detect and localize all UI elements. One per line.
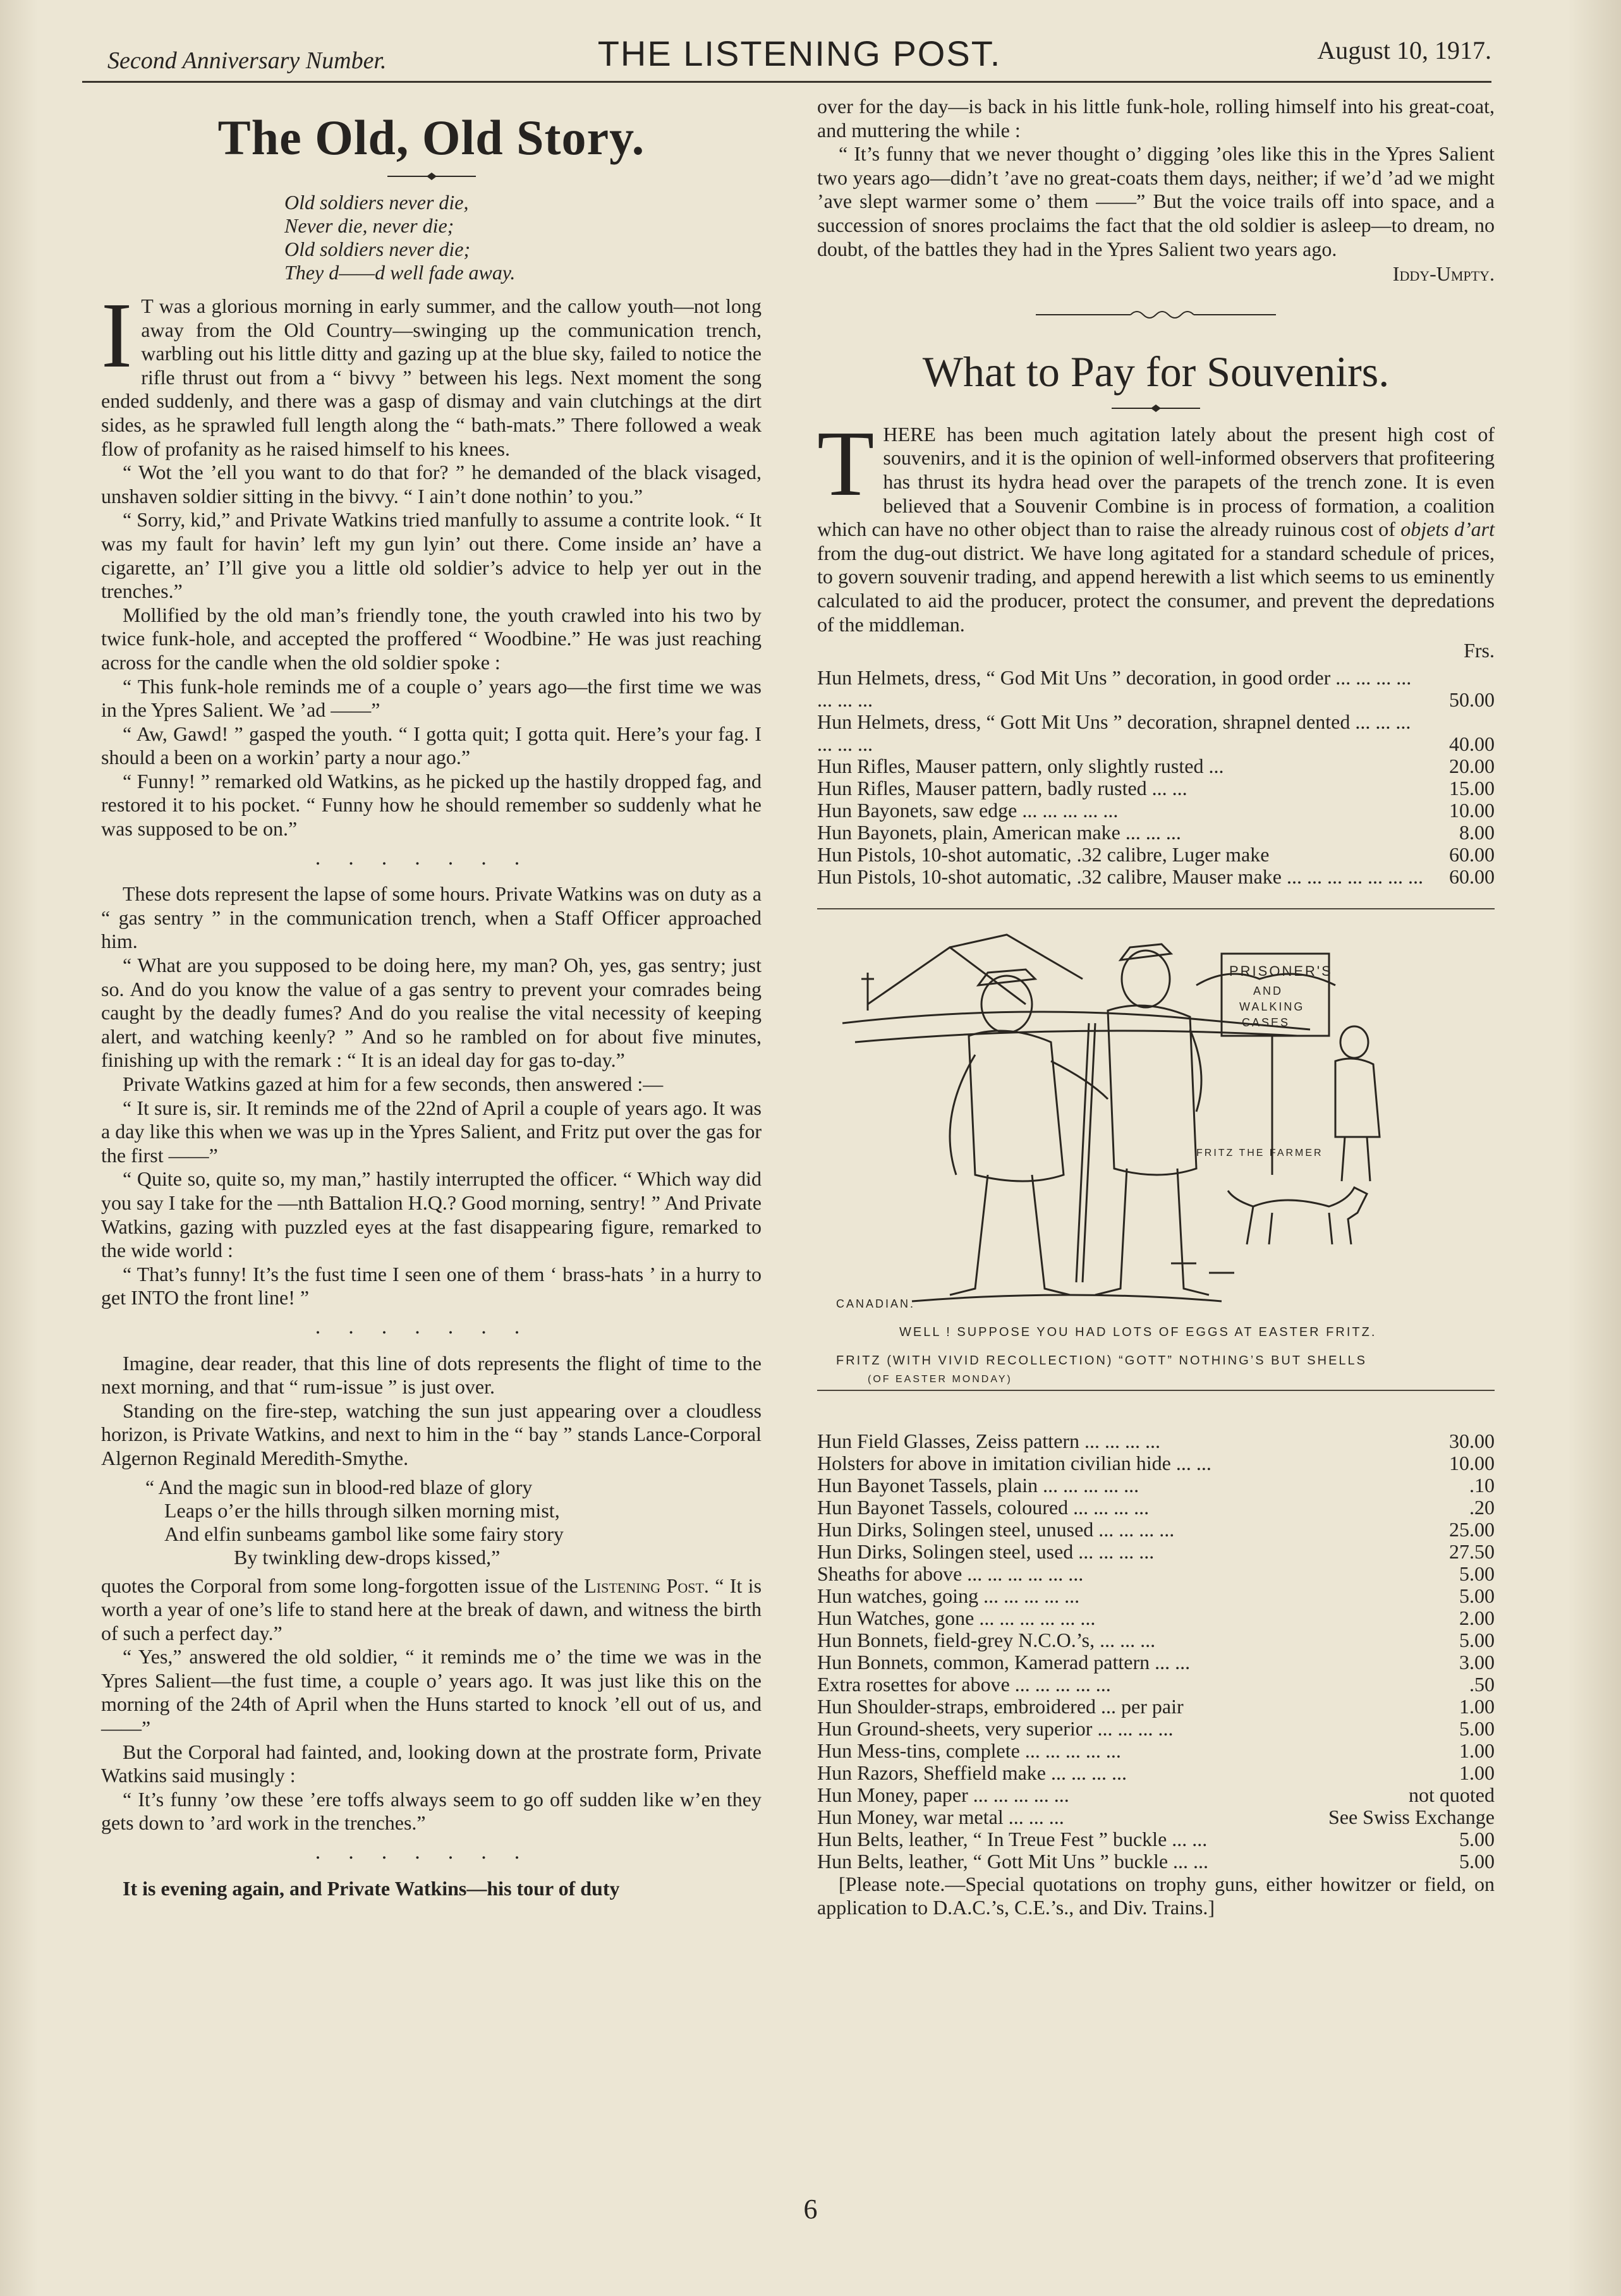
price-item: Hun Helmets, dress, “ God Mit Uns ” decoration, in good order ... ... ... ... ... ... ... [817, 665, 1412, 711]
story-title: The Old, Old Story. [217, 110, 645, 165]
cartoon-artist-signature: CANADIAN. [836, 1297, 916, 1310]
price-value: not quoted [1409, 1783, 1495, 1806]
price-item: Hun Belts, leather, “ In Treue Fest ” buckle ... ... [817, 1827, 1208, 1850]
price-value: 1.00 [1459, 1761, 1495, 1784]
wavy-divider-icon [1036, 305, 1276, 324]
price-row [817, 1474, 1495, 1497]
price-value: .10 [1469, 1473, 1495, 1497]
price-item: Holsters for above in imitation civilian hide ... ... [817, 1451, 1211, 1474]
price-item: Hun Money, paper ... ... ... ... ... [817, 1783, 1069, 1806]
story-paragraph: “ It’s funny that we never thought o’ digging ’oles like this in the Ypres Salient two years ago—didn’t ’ave no great-coats them days, neither; if we’d ’ad we might ’ave slept warmer some o’ them ——” But the voice trails off into space, and a succession of snores proclaims the fact that the old soldier is asleep—to dream, no doubt, of the battles they had in the Ypres Salient two years ago. [817, 142, 1495, 260]
price-value: 20.00 [1449, 754, 1495, 777]
story-paragraph: Standing on the fire-step, watching the sun just appearing over a cloudless horizon, is Private Watkins, and next to him in the “ bay ” stands Lance-Corporal Algernon Reginald Meredith-Smythe. [101, 1399, 762, 1469]
price-item: Hun Rifles, Mauser pattern, badly rusted ... ... [817, 776, 1187, 799]
masthead-title: THE LISTENING POST. [597, 33, 1002, 73]
price-item: Hun Bayonet Tassels, plain ... ... ... ... ... [817, 1473, 1139, 1497]
verse-line: Old soldiers never die, [284, 191, 469, 214]
price-value: 27.50 [1449, 1540, 1495, 1563]
price-list-b [817, 1430, 1495, 1873]
scene-break-dots: ....... [315, 1315, 548, 1339]
page-header [107, 30, 1491, 75]
price-row [817, 1651, 1495, 1673]
cartoon-caption-line: FRITZ (WITH VIVID RECOLLECTION) “GOTT” NOTHING’S BUT SHELLS [836, 1353, 1367, 1368]
price-row [817, 667, 1495, 711]
price-row [817, 777, 1495, 799]
ornament-divider-icon [387, 172, 476, 181]
price-value: .20 [1469, 1495, 1495, 1519]
price-item: Hun watches, going ... ... ... ... ... [817, 1584, 1080, 1607]
cartoon-sign-text: WALKING [1239, 1000, 1305, 1013]
story-paragraph: Private Watkins gazed at him for a few seconds, then answered :— [123, 1072, 664, 1095]
price-row [817, 799, 1495, 822]
price-row [817, 1430, 1495, 1452]
scene-break-dots: ....... [315, 1840, 548, 1864]
price-item: Hun Ground-sheets, very superior ... ... ... ... [817, 1716, 1174, 1740]
price-item: Hun Pistols, 10-shot automatic, .32 calibre, Luger make [817, 842, 1270, 866]
poem-line: Leaps o’er the hills through silken morning mist, [164, 1498, 560, 1522]
scene-break-dots: ....... [315, 846, 548, 870]
price-value: 30.00 [1449, 1429, 1495, 1452]
drop-cap: I [101, 284, 133, 387]
right-column [817, 95, 1495, 1920]
cartoon-bottom-rule [817, 1390, 1495, 1391]
quoted-poem [145, 1476, 762, 1569]
price-row [817, 1585, 1495, 1607]
price-item: Hun Money, war metal ... ... ... [817, 1805, 1064, 1828]
page-number: 6 [803, 2194, 818, 2225]
story-paragraph: “ Sorry, kid,” and Private Watkins tried manfully to assume a contrite look. “ It was my fault for havin’ left my gun lyin’ out there. Come inside an’ have a cigarette, an’ I’ll give you a little old soldier’s advice to help yer out in the trenches.” [101, 508, 762, 603]
price-item: Sheaths for above ... ... ... ... ... ... [817, 1562, 1084, 1585]
cartoon-caption-line: WELL ! SUPPOSE YOU HAD LOTS OF EGGS AT EASTER FRITZ. [899, 1325, 1377, 1339]
story-paragraph: Imagine, dear reader, that this line of dots represents the flight of time to the next morning, and that “ rum-issue ” is just over. [101, 1351, 762, 1399]
price-row [817, 1696, 1495, 1718]
price-list-a [817, 667, 1495, 888]
price-item: Hun Watches, gone ... ... ... ... ... ... [817, 1606, 1096, 1629]
price-value: 10.00 [1449, 1451, 1495, 1474]
story-paragraph: “ That’s funny! It’s the fust time I seen one of them ‘ brass-hats ’ in a hurry to get INTO the front line! ” [101, 1262, 762, 1309]
story-paragraph: “ Yes,” answered the old soldier, “ it reminds me o’ the time we was in the Ypres Salient—the fust time, a couple o’ years ago. It was just like this on the morning of the 24th of April when the Huns started to knock ’ell out of us, and ——” [101, 1645, 762, 1740]
price-value: 50.00 [1449, 688, 1495, 711]
price-value: 1.00 [1459, 1694, 1495, 1718]
story-paragraph: “ What are you supposed to be doing here, my man? Oh, yes, gas sentry; just so. And do you know the value of a gas sentry to prevent your comrades being caught by the deadly fumes? And do you realise the vital necessity of keeping alert, and watching keenly? ” And so he rambled on for about five minutes, finishing up with the remark : “ It is an ideal day for gas to-day.” [101, 954, 762, 1072]
verse-line: Never die, never die; [284, 214, 454, 237]
price-item: Hun Pistols, 10-shot automatic, .32 calibre, Mauser make ... ... ... ... ... ... ... [817, 865, 1423, 888]
price-row [817, 1850, 1495, 1873]
cartoon-caption-line: (OF EASTER MONDAY) [868, 1373, 1012, 1385]
price-value: 5.00 [1459, 1716, 1495, 1740]
price-value: 60.00 [1449, 865, 1495, 888]
header-rule [82, 81, 1491, 83]
price-value: 15.00 [1449, 776, 1495, 799]
price-row [817, 711, 1495, 755]
verse-line: Old soldiers never die; [284, 238, 471, 260]
left-column [101, 95, 762, 1900]
price-value: 5.00 [1459, 1827, 1495, 1850]
cartoon-sign-text: AND [1253, 984, 1284, 997]
price-item: Hun Field Glasses, Zeiss pattern ... ... ... ... [817, 1429, 1161, 1452]
price-value: 8.00 [1459, 820, 1495, 844]
price-item: Hun Mess-tins, complete ... ... ... ... ... [817, 1739, 1121, 1762]
story-paragraph: It is evening again, and Private Watkins—his tour of duty [123, 1876, 620, 1900]
price-item: Hun Bonnets, common, Kamerad pattern ... ... [817, 1650, 1191, 1673]
price-value: 2.00 [1459, 1606, 1495, 1629]
price-row [817, 844, 1495, 866]
price-item: Hun Belts, leather, “ Gott Mit Uns ” buckle ... ... [817, 1849, 1209, 1873]
price-item: Hun Dirks, Solingen steel, used ... ... ... ... [817, 1540, 1155, 1563]
poem-line: And elfin sunbeams gambol like some fairy story [164, 1522, 564, 1545]
price-row [817, 1718, 1495, 1740]
issue-date: August 10, 1917. [1317, 36, 1491, 64]
price-row [817, 1629, 1495, 1651]
issue-label: Second Anniversary Number. [107, 47, 387, 74]
story-paragraph: over for the day—is back in his little funk-hole, rolling himself into his great-coat, and muttering the while : [817, 95, 1495, 142]
cartoon-illustration [817, 909, 1495, 1390]
story-paragraph: These dots represent the lapse of some hours. Private Watkins was on duty as a “ gas sentry ” in the communication trench, when a Staff Officer approached him. [101, 882, 762, 953]
story-paragraph: “ It’s funny ’ow these ’ere toffs always seem to go off sudden like w’en they gets down to ’ard work in the trenches.” [101, 1787, 762, 1835]
price-row [817, 1784, 1495, 1806]
poem-line: By twinkling dew-drops kissed,” [234, 1545, 501, 1569]
cartoon [817, 908, 1495, 1414]
cartoon-sign-text: PRISONER'S [1229, 963, 1333, 979]
souvenirs-title: What to Pay for Souvenirs. [922, 347, 1390, 396]
price-value: 60.00 [1449, 842, 1495, 866]
price-value: 5.00 [1459, 1849, 1495, 1873]
price-item: Hun Helmets, dress, “ Gott Mit Uns ” decoration, shrapnel dented ... ... ... ... ... ... [817, 710, 1411, 755]
price-row [817, 1519, 1495, 1541]
poem-line: “ And the magic sun in blood-red blaze of glory [145, 1475, 533, 1498]
story-paragraph: “ Quite so, quite so, my man,” hastily interrupted the officer. “ Which way did you say I take for the —nth Battalion H.Q.? Good morning, sentry! ” And Private Watkins, gazing with puzzled eyes at the fast disappearing figure, remarked to the wide world : [101, 1167, 762, 1262]
cartoon-side-label: FRITZ THE FARMER [1196, 1147, 1323, 1158]
story-paragraph: “ It sure is, sir. It reminds me of the 22nd of April a couple of years ago. It was a day like this when we was up in the Ypres Salient, and Fritz put over the gas for the first ——” [101, 1096, 762, 1167]
ornament-divider-icon [1112, 404, 1200, 413]
price-item: Hun Bayonets, plain, American make ... ... ... [817, 820, 1181, 844]
price-value: 5.00 [1459, 1584, 1495, 1607]
price-row [817, 1806, 1495, 1828]
story-paragraph: I T was a glorious morning in early summer, and the callow youth—not long away from the Old Country—swinging up the communication trench, warbling out his little ditty and gazing up at the blue sky, failed to notice the rifle thrust out from a “ bivvy ” between his legs. Next moment the song ended suddenly, and there was a gasp of dismay and vain clutchings at the dirt sides, as he sprawled full length along the “ bath-mats.” There followed a weak flow of profanity as he raised himself to his knees. [101, 284, 762, 460]
publication-name: Listening Post. [584, 1574, 709, 1597]
price-item: Hun Bayonets, saw edge ... ... ... ... ... [817, 798, 1119, 822]
price-value: 3.00 [1459, 1650, 1495, 1673]
epigraph-verse [284, 191, 762, 284]
price-value: 5.00 [1459, 1562, 1495, 1585]
verse-line: They d——d well fade away. [284, 261, 516, 284]
price-row [817, 1541, 1495, 1563]
price-row [817, 1740, 1495, 1762]
price-value: 25.00 [1449, 1517, 1495, 1541]
story-paragraph: “ Aw, Gawd! ” gasped the youth. “ I gotta quit; I gotta quit. Here’s your fag. I should a been on a workin’ party a nour ago.” [101, 722, 762, 769]
pricing-note: [Please note.—Special quotations on trophy guns, either howitzer or field, on application to D.A.C.’s, C.E.’s., and Div. Trains.] [817, 1872, 1495, 1919]
price-item: Hun Rifles, Mauser pattern, only slightly rusted ... [817, 754, 1224, 777]
price-row [817, 866, 1495, 888]
price-row [817, 1452, 1495, 1474]
price-row [817, 755, 1495, 777]
price-item: Hun Shoulder-straps, embroidered ... per pair [817, 1694, 1184, 1718]
price-row [817, 1607, 1495, 1629]
price-row [817, 1497, 1495, 1519]
price-row [817, 822, 1495, 844]
souvenirs-intro: THERE has been much agitation lately about the present high cost of souvenirs, and it is the opinion of well-informed observers that profiteering has thrust its hydra head over the parapets of the trench zone. It is even believed that a Souvenir Combine is in process of formation, a coalition which can have no other object than to raise the already ruinous cost of objets d’art from the dug-out district. We have long agitated for a standard schedule of prices, to govern souvenir trading, and append herewith a list which seems to us eminently calculated to aid the producer, protect the consumer, and prevent the depredations of the middleman. [817, 411, 1495, 636]
price-value: 40.00 [1449, 732, 1495, 755]
story-paragraph: Mollified by the old man’s friendly tone, the youth crawled into his two by twice funk-hole, and accepted the proffered “ Woodbine.” He was just reaching across for the candle when the old soldier spoke : [101, 603, 762, 674]
drop-cap: T [817, 411, 875, 516]
price-value: See Swiss Exchange [1328, 1805, 1495, 1828]
price-value: 5.00 [1459, 1628, 1495, 1651]
cartoon-sign-text: CASES [1242, 1016, 1290, 1029]
price-item: Hun Razors, Sheffield make ... ... ... ... [817, 1761, 1127, 1784]
story-paragraph: But the Corporal had fainted, and, looking down at the prostrate form, Private Watkins said musingly : [101, 1740, 762, 1787]
price-value: .50 [1469, 1672, 1495, 1696]
story-paragraph: “ This funk-hole reminds me of a couple o’ years ago—the first time we was in the Ypres Salient. We ’ad ——” [101, 674, 762, 722]
price-item: Hun Bonnets, field-grey N.C.O.’s, ... ... ... [817, 1628, 1156, 1651]
price-item: Extra rosettes for above ... ... ... ... ... [817, 1672, 1111, 1696]
price-item: Hun Bayonet Tassels, coloured ... ... ... ... [817, 1495, 1150, 1519]
price-value: 1.00 [1459, 1739, 1495, 1762]
author-signature: Iddy-Umpty. [1392, 262, 1495, 286]
story-paragraph: quotes the Corporal from some long-forgotten issue of the Listening Post. “ It is worth a year of one’s life to stand here at the break of dawn, and witness the birth of such a perfect day.” [101, 1574, 762, 1644]
story-paragraph: “ Wot the ’ell you want to do that for? ” he demanded of the black visaged, unshaven soldier sitting in the bivvy. “ I ain’t done nothin’ to you.” [101, 461, 762, 507]
price-row [817, 1762, 1495, 1784]
price-row [817, 1828, 1495, 1850]
story-paragraph: “ Funny! ” remarked old Watkins, as he picked up the hastily dropped fag, and restored it to his pocket. “ Funny how he should remember so suddenly what he was supposed to be on.” [101, 769, 762, 841]
price-item: Hun Dirks, Solingen steel, unused ... ... ... ... [817, 1517, 1175, 1541]
price-row [817, 1673, 1495, 1696]
currency-label: Frs. [1464, 639, 1495, 662]
price-value: 10.00 [1449, 798, 1495, 822]
price-row [817, 1563, 1495, 1585]
